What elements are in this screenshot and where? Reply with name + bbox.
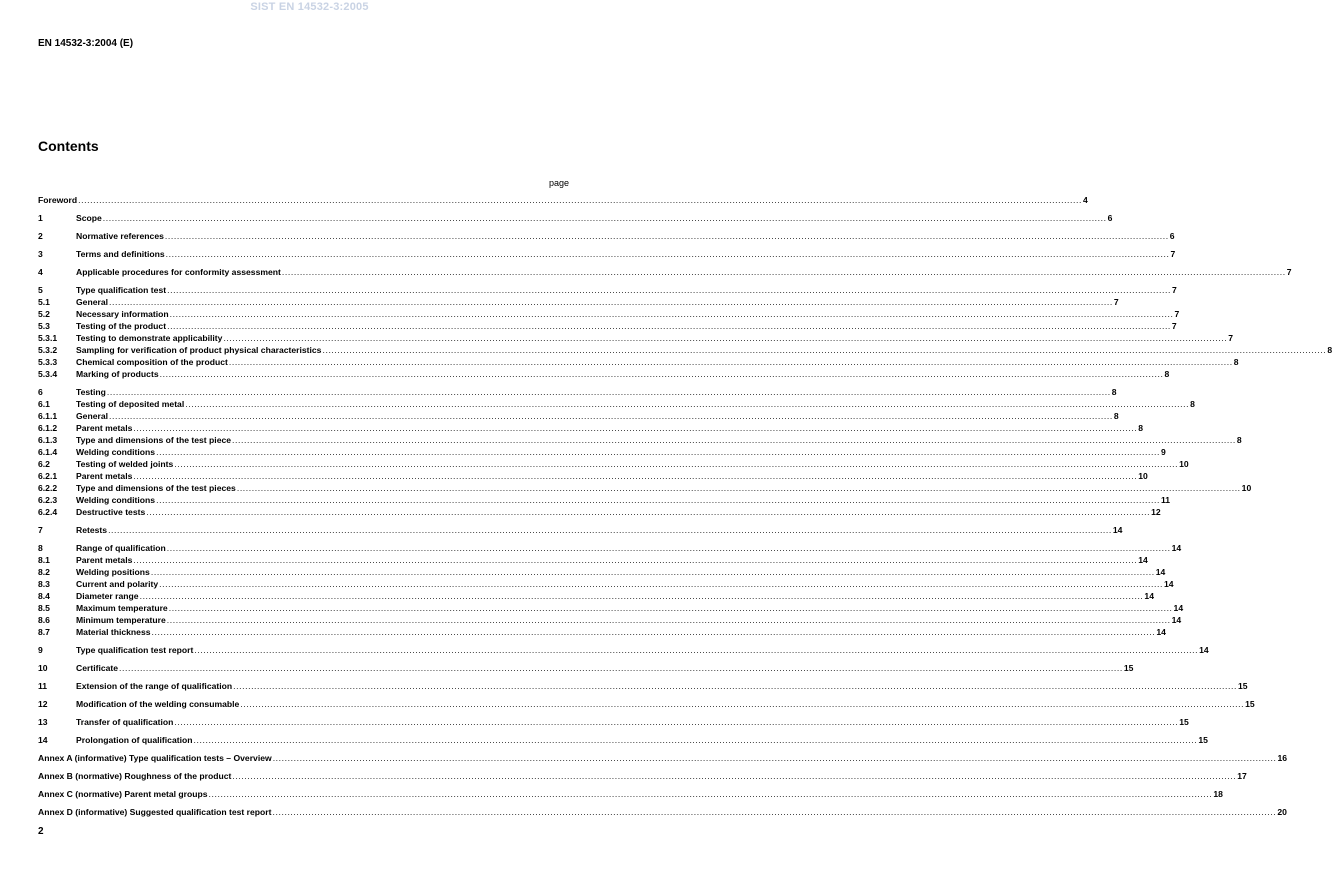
toc-entry-page: 14 — [1163, 579, 1174, 589]
toc-entry[interactable] — [38, 368, 1170, 380]
toc-entry[interactable] — [38, 770, 1247, 782]
toc-entry-page: 14 — [1155, 567, 1166, 577]
toc-entry-page: 8 — [1111, 387, 1117, 397]
toc-entry-title: Testing of deposited metal — [76, 399, 185, 409]
toc-entry[interactable] — [38, 680, 1248, 692]
toc-entry-title: Marking of products — [76, 369, 159, 379]
toc-entry-number: 4 — [38, 267, 43, 277]
watermark: SIST EN 14532-3:2005 — [250, 1, 369, 13]
toc-entry[interactable] — [38, 806, 1287, 818]
toc-entry[interactable] — [38, 716, 1189, 728]
contents-heading: Contents — [38, 138, 99, 154]
toc-entry-number: 8.4 — [38, 591, 50, 601]
toc-leader-dots — [109, 410, 1113, 422]
toc-entry[interactable] — [38, 248, 1176, 260]
toc-entry-page: 8 — [1233, 357, 1239, 367]
toc-leader-dots — [273, 752, 1277, 764]
toc-entry[interactable] — [38, 662, 1134, 674]
toc-entry-title: Annex A (informative) Type qualification tests – Overview — [38, 753, 272, 763]
toc-entry-number: 8 — [38, 543, 43, 553]
toc-leader-dots — [119, 662, 1123, 674]
toc-entry-number: 6.2.1 — [38, 471, 58, 481]
toc-leader-dots — [108, 524, 1112, 536]
toc-entry-title: Normative references — [76, 231, 164, 241]
toc-entry-number: 9 — [38, 645, 43, 655]
toc-entry-title: General — [76, 297, 109, 307]
toc-entry-title: Welding positions — [76, 567, 150, 577]
toc-entry-number: 13 — [38, 717, 48, 727]
toc-entry[interactable] — [38, 554, 1148, 566]
toc-entry-page: 16 — [1277, 753, 1288, 763]
toc-entry[interactable] — [38, 752, 1288, 764]
toc-entry[interactable] — [38, 470, 1148, 482]
toc-leader-dots — [174, 716, 1178, 728]
toc-entry-number: 2 — [38, 231, 43, 241]
toc-entry-title: Type and dimensions of the test pieces — [76, 483, 236, 493]
toc-entry-page: 6 — [1169, 231, 1175, 241]
toc-entry-number: 6.1.2 — [38, 423, 58, 433]
toc-leader-dots — [185, 398, 1189, 410]
toc-entry[interactable] — [38, 644, 1209, 656]
page-column-label: page — [548, 178, 569, 188]
toc-entry-number: 5.1 — [38, 297, 50, 307]
toc-leader-dots — [209, 788, 1213, 800]
toc-entry-title: Welding conditions — [76, 447, 156, 457]
toc-entry-number: 5 — [38, 285, 43, 295]
toc-entry-page: 6 — [1107, 213, 1113, 223]
toc-entry[interactable] — [38, 230, 1175, 242]
toc-leader-dots — [140, 590, 1144, 602]
toc-entry-title: Testing of the product — [76, 321, 167, 331]
toc-entry[interactable] — [38, 320, 1177, 332]
toc-entry-title: Testing to demonstrate applicability — [76, 333, 223, 343]
toc-entry-number: 5.3.4 — [38, 369, 58, 379]
toc-entry-number: 6.2 — [38, 459, 50, 469]
toc-entry-page: 15 — [1245, 699, 1255, 709]
toc-entry-title: Prolongation of qualification — [76, 735, 193, 745]
toc-entry[interactable] — [38, 434, 1242, 446]
toc-entry-title: Certificate — [76, 663, 119, 673]
toc-entry[interactable] — [38, 524, 1123, 536]
toc-entry-number: 6.2.3 — [38, 495, 58, 505]
toc-entry-number: 6.1.1 — [38, 411, 58, 421]
toc-leader-dots — [109, 296, 1113, 308]
toc-entry-page: 8 — [1327, 345, 1332, 355]
toc-entry[interactable] — [38, 542, 1182, 554]
toc-leader-dots — [151, 566, 1155, 578]
toc-entry[interactable] — [38, 194, 1088, 206]
toc-entry-number: 6 — [38, 387, 43, 397]
toc-leader-dots — [133, 554, 1137, 566]
toc-entry-title: Annex B (normative) Roughness of the product — [38, 771, 232, 781]
toc-entry[interactable] — [38, 698, 1255, 710]
toc-entry-page: 8 — [1164, 369, 1170, 379]
toc-entry[interactable] — [38, 332, 1234, 344]
toc-entry-page: 14 — [1144, 591, 1154, 601]
toc-entry-number: 11 — [38, 681, 48, 691]
toc-entry-page: 10 — [1179, 459, 1189, 469]
toc-entry-number: 1 — [38, 213, 43, 223]
toc-entry-title: Minimum temperature — [76, 615, 166, 625]
toc-entry-title: Retests — [76, 525, 108, 535]
toc-entry[interactable] — [38, 788, 1223, 800]
toc-leader-dots — [233, 680, 1237, 692]
toc-entry-page: 7 — [1170, 249, 1176, 259]
toc-leader-dots — [169, 602, 1173, 614]
toc-entry-number: 6.2.2 — [38, 483, 58, 493]
toc-entry-page: 4 — [1083, 195, 1088, 205]
toc-leader-dots — [156, 446, 1160, 458]
toc-entry-number: 5.3.3 — [38, 357, 58, 367]
toc-entry[interactable] — [38, 446, 1166, 458]
toc-entry-number: 8.3 — [38, 579, 50, 589]
toc-leader-dots — [167, 320, 1171, 332]
toc-entry-title: Range of qualification — [76, 543, 166, 553]
toc-leader-dots — [160, 368, 1164, 380]
toc-entry-page: 17 — [1237, 771, 1247, 781]
toc-leader-dots — [133, 470, 1137, 482]
toc-entry-title: Terms and definitions — [76, 249, 165, 259]
toc-entry-page: 7 — [1113, 297, 1119, 307]
toc-leader-dots — [165, 230, 1169, 242]
toc-entry-page: 15 — [1198, 735, 1208, 745]
toc-entry[interactable] — [38, 578, 1174, 590]
toc-entry-page: 7 — [1171, 321, 1177, 331]
toc-entry-number: 6.1.3 — [38, 435, 58, 445]
toc-entry-page: 10 — [1241, 483, 1252, 493]
toc-entry-title: Annex C (normative) Parent metal groups — [38, 789, 208, 799]
page-number: 2 — [38, 826, 44, 837]
toc-entry-title: Extension of the range of qualification — [76, 681, 233, 691]
toc-entry-number: 6.2.4 — [38, 507, 58, 517]
toc-entry-title: Testing — [76, 387, 106, 397]
toc-entry-page: 15 — [1179, 717, 1189, 727]
toc-entry-page: 15 — [1237, 681, 1248, 691]
toc-entry-number: 8.6 — [38, 615, 50, 625]
toc-entry-page: 8 — [1236, 435, 1242, 445]
toc-leader-dots — [107, 386, 1111, 398]
toc-entry-title: Parent metals — [76, 471, 133, 481]
toc-entry-title: Sampling for verification of product physical characteristics — [76, 345, 322, 355]
toc-entry-number: 12 — [38, 699, 48, 709]
toc-leader-dots — [223, 332, 1227, 344]
toc-entry-title: Transfer of qualification — [76, 717, 174, 727]
toc-entry-title: Diameter range — [76, 591, 139, 601]
toc-entry-title: Foreword — [38, 195, 78, 205]
toc-entry-page: 8 — [1190, 399, 1195, 409]
toc-entry-page: 14 — [1171, 543, 1182, 553]
toc-entry[interactable] — [38, 356, 1239, 368]
toc-entry[interactable] — [38, 734, 1208, 746]
toc-leader-dots — [167, 614, 1171, 626]
toc-leader-dots — [167, 542, 1171, 554]
toc-entry-title: Necessary information — [76, 309, 169, 319]
toc-entry-page: 7 — [1174, 309, 1180, 319]
toc-entry-title: General — [76, 411, 109, 421]
toc-entry-title: Maximum temperature — [76, 603, 168, 613]
toc-leader-dots — [174, 458, 1178, 470]
toc-entry[interactable] — [38, 458, 1189, 470]
toc-leader-dots — [78, 194, 1082, 206]
toc-leader-dots — [322, 344, 1326, 356]
toc-leader-dots — [152, 626, 1156, 638]
toc-entry-title: Destructive tests — [76, 507, 146, 517]
toc-entry-number: 14 — [38, 735, 48, 745]
toc-leader-dots — [232, 770, 1236, 782]
toc-entry-page: 14 — [1156, 627, 1166, 637]
toc-entry-title: Parent metals — [76, 423, 133, 433]
document-id: EN 14532-3:2004 (E) — [38, 38, 134, 49]
toc-leader-dots — [103, 212, 1107, 224]
toc-leader-dots — [282, 266, 1286, 278]
toc-leader-dots — [232, 434, 1236, 446]
toc-leader-dots — [237, 482, 1241, 494]
toc-leader-dots — [133, 422, 1137, 434]
toc-entry[interactable] — [38, 614, 1182, 626]
toc-entry-title: Annex D (informative) Suggested qualification test report — [38, 807, 272, 817]
toc-entry-number: 8.1 — [38, 555, 50, 565]
toc-entry-title: Applicable procedures for conformity assessment — [76, 267, 281, 277]
toc-leader-dots — [159, 578, 1163, 590]
toc-entry[interactable] — [38, 344, 1332, 356]
toc-entry-page: 14 — [1173, 603, 1184, 613]
toc-leader-dots — [156, 494, 1160, 506]
toc-entry-title: Scope — [76, 213, 102, 223]
toc-entry[interactable] — [38, 494, 1171, 506]
toc-leader-dots — [170, 308, 1174, 320]
toc-entry-page: 18 — [1213, 789, 1223, 799]
toc-entry-page: 14 — [1171, 615, 1182, 625]
toc-entry[interactable] — [38, 422, 1143, 434]
toc-entry-number: 5.3 — [38, 321, 50, 331]
toc-entry[interactable] — [38, 398, 1195, 410]
toc-entry-number: 7 — [38, 525, 43, 535]
toc-entry-page: 10 — [1138, 471, 1148, 481]
toc-entry-page: 7 — [1228, 333, 1234, 343]
toc-entry-title: Welding conditions — [76, 495, 156, 505]
toc-entry-number: 6.1.4 — [38, 447, 58, 457]
toc-entry-page: 11 — [1160, 495, 1171, 505]
toc-entry-page: 14 — [1138, 555, 1148, 565]
toc-entry-page: 12 — [1151, 507, 1161, 517]
toc-entry-number: 8.5 — [38, 603, 50, 613]
toc-entry[interactable] — [38, 590, 1154, 602]
toc-leader-dots — [229, 356, 1233, 368]
toc-entry-number: 10 — [38, 663, 48, 673]
toc-entry-number: 5.3.2 — [38, 345, 58, 355]
toc-entry-title: Current and polarity — [76, 579, 159, 589]
toc-entry-page: 14 — [1112, 525, 1123, 535]
toc-entry[interactable] — [38, 266, 1292, 278]
toc-leader-dots — [194, 644, 1198, 656]
toc-entry[interactable] — [38, 296, 1119, 308]
toc-leader-dots — [240, 698, 1244, 710]
toc-entry-number: 5.2 — [38, 309, 50, 319]
toc-entry[interactable] — [38, 386, 1117, 398]
toc-entry-page: 7 — [1171, 285, 1177, 295]
toc-entry[interactable] — [38, 308, 1180, 320]
toc-leader-dots — [194, 734, 1198, 746]
toc-entry-title: Chemical composition of the product — [76, 357, 228, 367]
toc-entry[interactable] — [38, 602, 1184, 614]
toc-entry-title: Type qualification test — [76, 285, 167, 295]
toc-entry-title: Modification of the welding consumable — [76, 699, 240, 709]
toc-entry-title: Material thickness — [76, 627, 151, 637]
toc-entry[interactable] — [38, 482, 1252, 494]
toc-entry-page: 14 — [1199, 645, 1209, 655]
table-of-contents — [38, 194, 1332, 818]
toc-entry-page: 8 — [1138, 423, 1143, 433]
toc-entry-page: 7 — [1286, 267, 1292, 277]
toc-entry-title: Type qualification test report — [76, 645, 194, 655]
toc-entry-page: 8 — [1113, 411, 1119, 421]
toc-entry-title: Type and dimensions of the test piece — [76, 435, 232, 445]
toc-entry-number: 5.3.1 — [38, 333, 58, 343]
toc-entry-page: 15 — [1123, 663, 1134, 673]
toc-leader-dots — [166, 248, 1170, 260]
toc-entry-title: Parent metals — [76, 555, 133, 565]
toc-entry-page: 20 — [1277, 807, 1287, 817]
toc-entry-title: Testing of welded joints — [76, 459, 174, 469]
toc-entry-number: 3 — [38, 249, 43, 259]
toc-entry[interactable] — [38, 212, 1113, 224]
toc-entry-number: 8.2 — [38, 567, 50, 577]
toc-entry-number: 6.1 — [38, 399, 50, 409]
toc-entry-number: 8.7 — [38, 627, 50, 637]
toc-entry[interactable] — [38, 566, 1166, 578]
toc-entry[interactable] — [38, 410, 1119, 422]
toc-entry[interactable] — [38, 284, 1177, 296]
toc-entry[interactable] — [38, 626, 1166, 638]
toc-entry-page: 9 — [1160, 447, 1166, 457]
toc-leader-dots — [146, 506, 1150, 518]
toc-entry[interactable] — [38, 506, 1161, 518]
toc-leader-dots — [167, 284, 1171, 296]
toc-leader-dots — [273, 806, 1277, 818]
